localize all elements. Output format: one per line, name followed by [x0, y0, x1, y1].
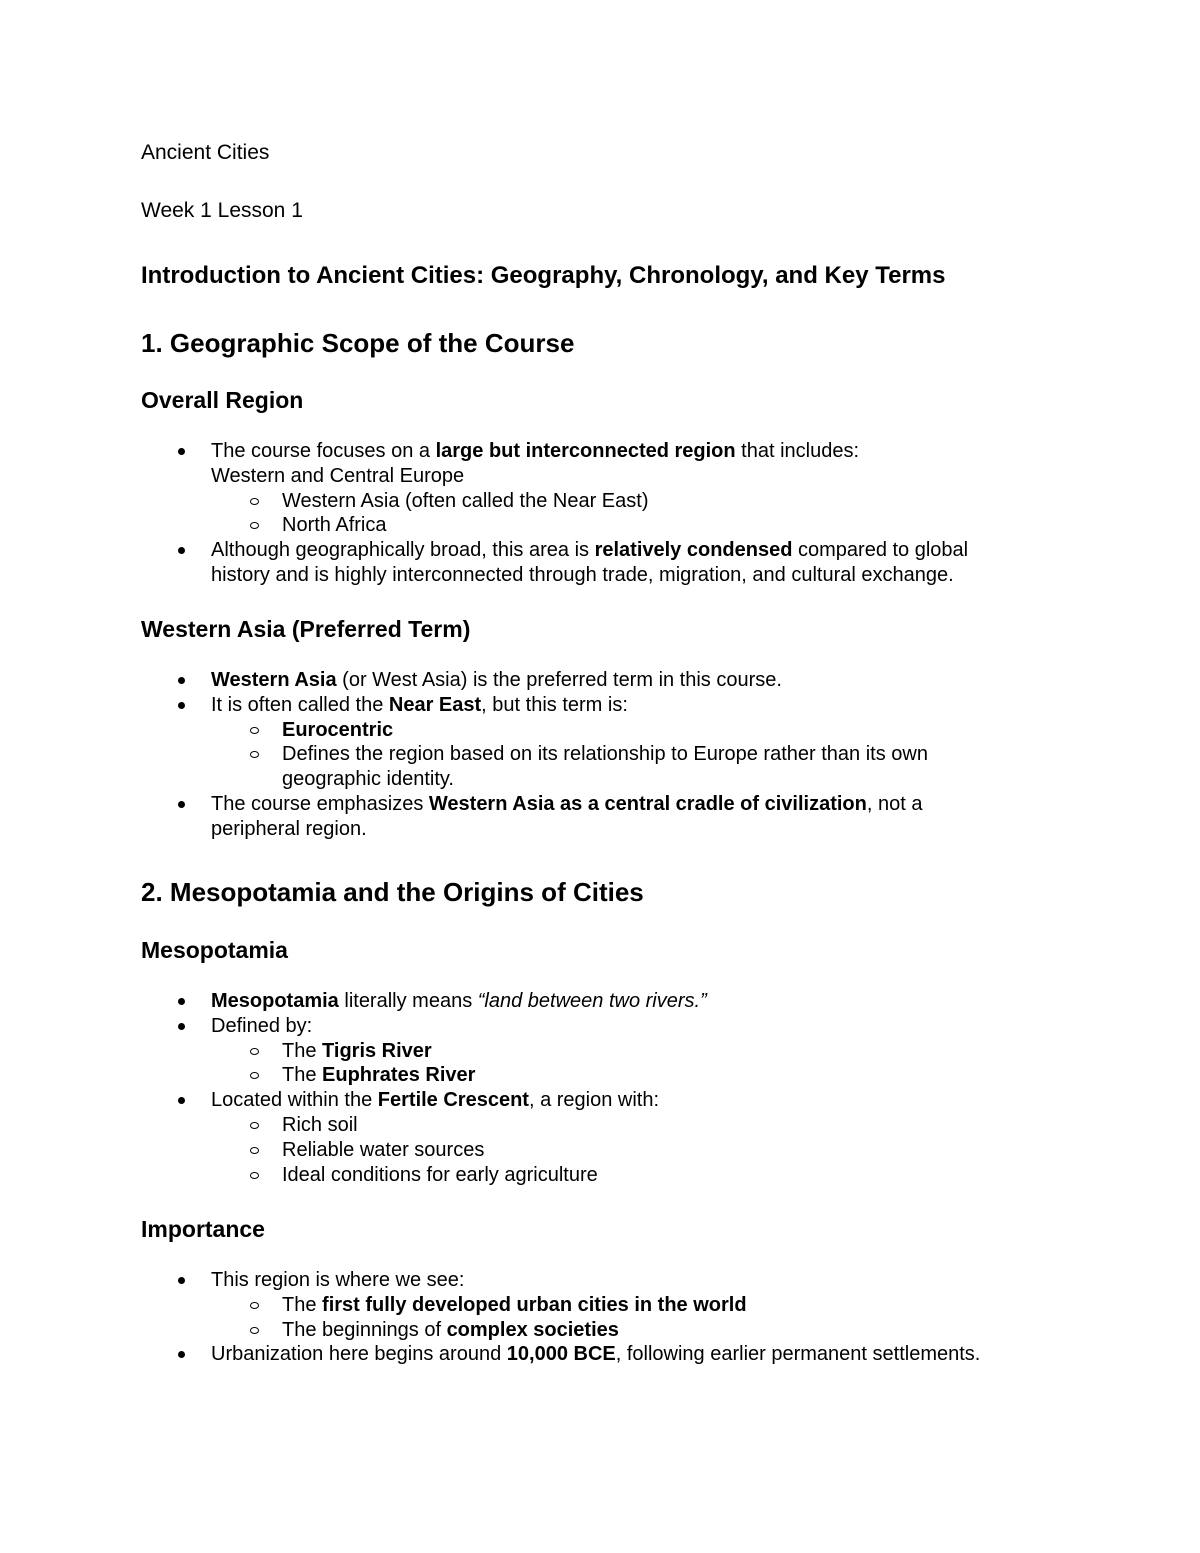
list-item: The first fully developed urban cities in the world: [282, 1293, 1111, 1318]
bullet-list: [211, 439, 1111, 588]
list-item: Defined by: The Tigris River The Euphrates River: [211, 1014, 1111, 1088]
subsection-heading: Importance: [141, 1216, 265, 1242]
list-item: The course focuses on a large but interconnected region that includes: Western and Central Europe Western Asia (often called the Near East) North Africa: [211, 439, 1111, 538]
list-item: Defines the region based on its relationship to Europe rather than its own geographic identity.: [282, 742, 1111, 792]
list-item: Eurocentric: [282, 718, 1111, 743]
list-item: The Tigris River: [282, 1039, 1111, 1064]
bullet-list: [211, 668, 1111, 842]
sub-list: [211, 718, 1111, 792]
list-item: Urbanization here begins around 10,000 BCE, following earlier permanent settlements.: [211, 1342, 1111, 1367]
lesson-label: Week 1 Lesson 1: [141, 199, 303, 222]
list-item: Located within the Fertile Crescent, a region with: Rich soil Reliable water sources Ideal conditions for early agriculture: [211, 1088, 1111, 1187]
list-item: Reliable water sources: [282, 1138, 1111, 1163]
list-item: Although geographically broad, this area is relatively condensed compared to global history and is highly interconnected through trade, migration, and cultural exchange.: [211, 538, 1111, 588]
list-item: The Euphrates River: [282, 1063, 1111, 1088]
list-item: The course emphasizes Western Asia as a central cradle of civilization, not a peripheral region.: [211, 792, 1111, 842]
section-heading: 1. Geographic Scope of the Course: [141, 328, 575, 358]
list-item: The beginnings of complex societies: [282, 1318, 1111, 1343]
list-item: Western Asia (or West Asia) is the preferred term in this course.: [211, 668, 1111, 693]
course-name: Ancient Cities: [141, 141, 270, 164]
subsection-heading: Mesopotamia: [141, 937, 288, 963]
subsection-heading: Western Asia (Preferred Term): [141, 616, 471, 642]
list-item: Mesopotamia literally means “land between two rivers.”: [211, 989, 1111, 1014]
list-item: This region is where we see: The first fully developed urban cities in the world The beginnings of complex societies: [211, 1268, 1111, 1342]
bullet-list: [211, 989, 1111, 1187]
list-item: Rich soil: [282, 1113, 1111, 1138]
sub-list: [211, 1293, 1111, 1343]
list-item: North Africa: [282, 513, 1111, 538]
document-title: Introduction to Ancient Cities: Geography, Chronology, and Key Terms: [141, 262, 946, 289]
list-item: It is often called the Near East, but this term is: Eurocentric Defines the region based on its relationship to Europe rather than its own geographic identity.: [211, 693, 1111, 792]
sub-list: [211, 489, 1111, 539]
sub-list: [211, 1113, 1111, 1187]
sub-list: [211, 1039, 1111, 1089]
bullet-list: [211, 1268, 1111, 1367]
list-item: Western Asia (often called the Near East): [282, 489, 1111, 514]
subsection-heading: Overall Region: [141, 387, 304, 413]
list-item: Ideal conditions for early agriculture: [282, 1163, 1111, 1188]
section-heading: 2. Mesopotamia and the Origins of Cities: [141, 877, 644, 907]
